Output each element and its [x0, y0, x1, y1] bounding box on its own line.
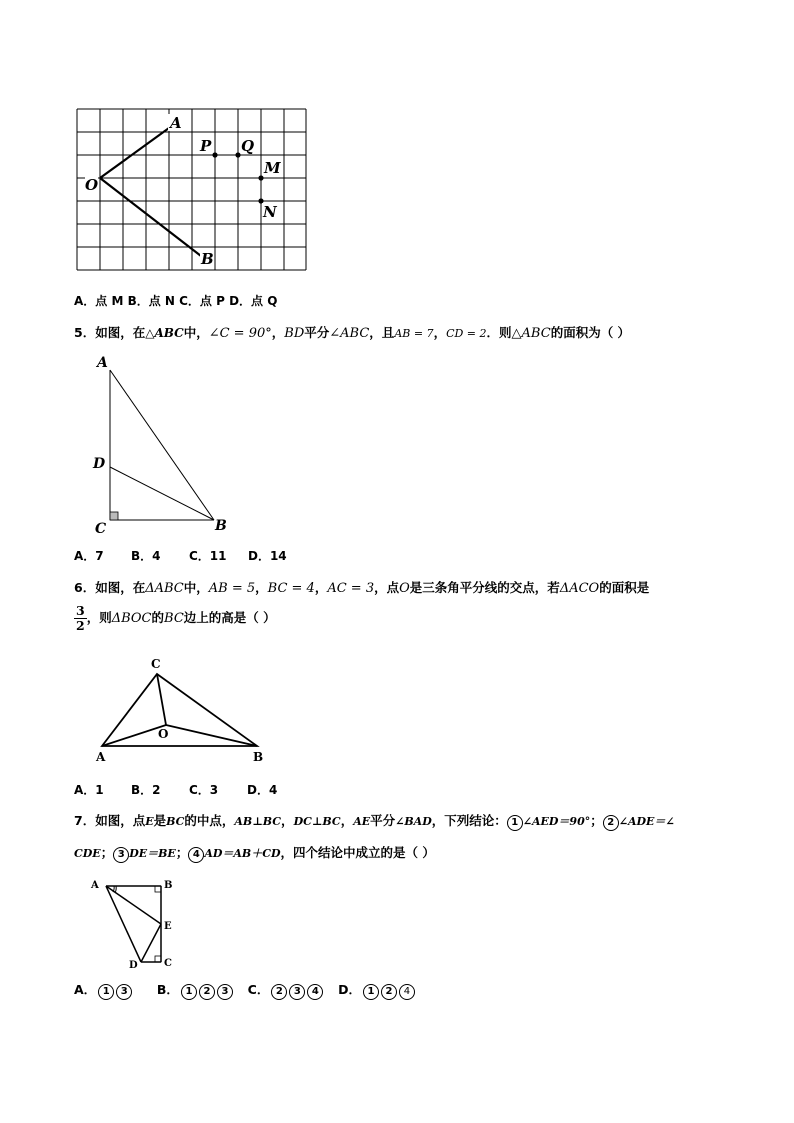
q4-grid-figure [74, 106, 314, 276]
label-b: B [253, 750, 264, 764]
point-q [235, 152, 240, 157]
label-q: Q [241, 137, 255, 155]
label-o: O [85, 176, 99, 194]
ray-ob [100, 178, 201, 256]
label-b: B [164, 880, 173, 891]
label-b: B [215, 518, 227, 534]
q5-question: 5．如图，在△ABC中，∠C = 90°，BD平分∠ABC，且AB = 7，CD = 2．则△ABC的面积为（ ） [74, 325, 631, 341]
label-a: A [91, 880, 99, 891]
label-o: O [158, 727, 169, 741]
label-a: A [170, 114, 182, 132]
label-d: D [93, 456, 106, 472]
q5-options: A．7 B．4 C．11 D．14 [74, 549, 287, 563]
label-m: M [264, 159, 281, 177]
label-n: N [263, 203, 277, 221]
label-e: E [164, 921, 172, 932]
q6-options: A．1 B．2 C．3 D．4 [74, 783, 278, 797]
ray-oa [100, 128, 169, 178]
q6-question-line1: 6．如图，在ΔABC中，AB = 5，BC = 4，AC = 3，点O是三条角平分线的交点，若ΔACO的面积是 [74, 580, 650, 596]
point-m [258, 175, 263, 180]
q7-question-line1: 7．如图，点E是BC的中点，AB⊥BC，DC⊥BC，AE平分∠BAD，下列结论： 1 ∠AED＝90°； 2 ∠ADE＝∠ [74, 813, 675, 831]
label-a: A [97, 355, 108, 371]
q7-question-line2: CDE； 3 DE＝BE； 4 AD＝AB＋CD，四个结论中成立的是（ ） [74, 845, 435, 863]
circle-num-3: 3 [113, 847, 129, 863]
q4-options: A．点 M B．点 N C．点 P D．点 Q [74, 294, 278, 308]
q7-options: A． 1 3 B． 1 2 3 C． 2 3 4 D． 1 2 4 [74, 982, 417, 1000]
label-b: B [201, 250, 214, 268]
q7-quadrilateral-figure [88, 876, 188, 976]
point-p [212, 152, 217, 157]
q6-question-line2: $\frac{3}{2}$ ，则ΔBOC的BC边上的高是（ ） [76, 603, 276, 633]
circle-num-1: 1 [507, 815, 523, 831]
fraction-three-halves: $\frac{3}{2}$ [76, 603, 85, 633]
label-c: C [151, 657, 161, 671]
q5-triangle-figure [86, 350, 236, 540]
circle-num-4: 4 [188, 847, 204, 863]
label-a: A [96, 750, 106, 764]
q6-triangle-figure [92, 652, 272, 772]
label-c: C [95, 521, 107, 537]
circle-num-2: 2 [603, 815, 619, 831]
label-d: D [129, 960, 138, 971]
label-c: C [164, 958, 172, 969]
label-p: P [200, 137, 212, 155]
